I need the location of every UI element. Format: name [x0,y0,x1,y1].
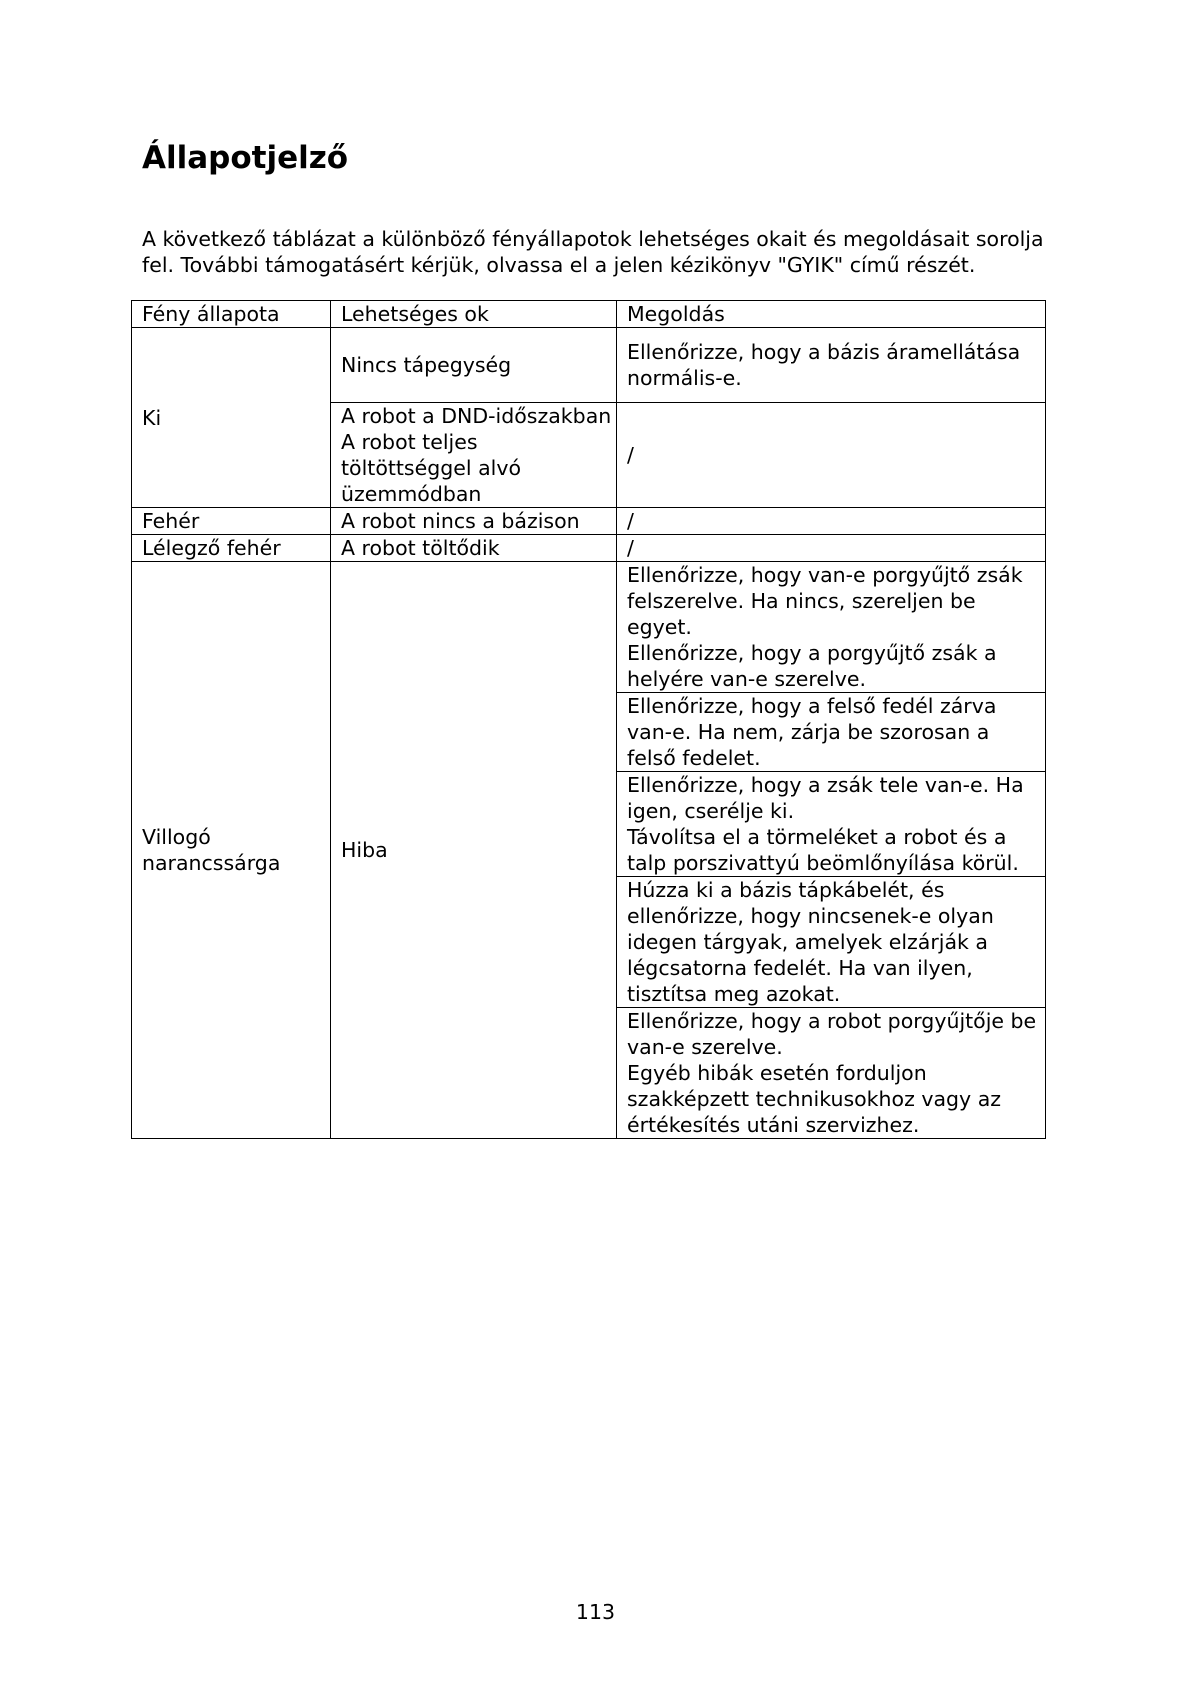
solution-cell: / [617,508,1046,535]
solution-cell [617,328,1046,403]
cause-cell: A robot nincs a bázison [331,508,617,535]
cause-cell: Hiba [331,562,617,1139]
solution-cell: / [617,403,1046,508]
solution-line: értékesítés utáni szervizhez. [627,1113,920,1137]
solution-line: Ellenőrizze, hogy a porgyűjtő zsák a [627,641,997,665]
solution-line: normális-e. [627,366,742,390]
table-row [132,535,1046,562]
solution-cell [617,877,1046,1008]
intro-paragraph [142,226,1042,278]
solution-cell [617,562,1046,693]
cause-cell: A robot töltődik [331,535,617,562]
solution-line: légcsatorna fedelét. Ha van ilyen, [627,956,973,980]
status-light-table [131,300,1046,1139]
solution-line: tisztítsa meg azokat. [627,982,841,1006]
page-title: Állapotjelző [142,140,349,176]
solution-line: felszerelve. Ha nincs, szereljen be [627,589,976,613]
solution-line: Ellenőrizze, hogy a zsák tele van-e. Ha [627,773,1024,797]
solution-line: idegen tárgyak, amelyek elzárják a [627,930,988,954]
state-cell: Lélegző fehér [132,535,331,562]
solution-line: Ellenőrizze, hogy a felső fedél zárva [627,694,997,718]
table-row [132,508,1046,535]
solution-line: talp porszivattyú beömlőnyílása körül. [627,851,1019,875]
solution-line: van-e. Ha nem, zárja be szorosan a [627,720,990,744]
solution-line: felső fedelet. [627,746,761,770]
solution-line: igen, cserélje ki. [627,799,795,823]
solution-line: ellenőrizze, hogy nincsenek-e olyan [627,904,994,928]
cause-line: üzemmódban [341,482,482,506]
cause-line: töltöttséggel alvó [341,456,522,480]
solution-line: Húzza ki a bázis tápkábelét, és [627,878,945,902]
state-cell [132,562,331,1139]
table-row [132,328,1046,403]
solution-line: Egyéb hibák esetén forduljon [627,1061,927,1085]
page-number: 113 [575,1600,616,1624]
solution-line: szakképzett technikusokhoz vagy az [627,1087,1002,1111]
intro-line: fel. További támogatásért kérjük, olvassa el a jelen kézikönyv "GYIK" című részét. [142,253,976,277]
cause-cell [331,403,617,508]
solution-cell [617,1008,1046,1139]
solution-line: van-e szerelve. [627,1035,783,1059]
solution-cell [617,693,1046,772]
solution-line: egyet. [627,615,692,639]
state-cell: Fehér [132,508,331,535]
column-header: Lehetséges ok [331,301,617,328]
state-line: narancssárga [142,851,281,875]
solution-line: Ellenőrizze, hogy a bázis áramellátása [627,340,1021,364]
solution-line: Ellenőrizze, hogy van-e porgyűjtő zsák [627,563,1023,587]
state-cell: Ki [132,328,331,508]
table-header-row [132,301,1046,328]
table-row [132,562,1046,693]
column-header: Megoldás [617,301,1046,328]
solution-line: Ellenőrizze, hogy a robot porgyűjtője be [627,1009,1037,1033]
intro-line: A következő táblázat a különböző fényállapotok lehetséges okait és megoldásait sorolja [142,227,1044,251]
column-header: Fény állapota [132,301,331,328]
cause-cell: Nincs tápegység [331,328,617,403]
solution-line: helyére van-e szerelve. [627,667,866,691]
solution-cell: / [617,535,1046,562]
cause-line: A robot a DND-időszakban [341,404,612,428]
solution-line: Távolítsa el a törmeléket a robot és a [627,825,1007,849]
state-line: Villogó [142,825,211,849]
cause-line: A robot teljes [341,430,478,454]
solution-cell [617,772,1046,877]
